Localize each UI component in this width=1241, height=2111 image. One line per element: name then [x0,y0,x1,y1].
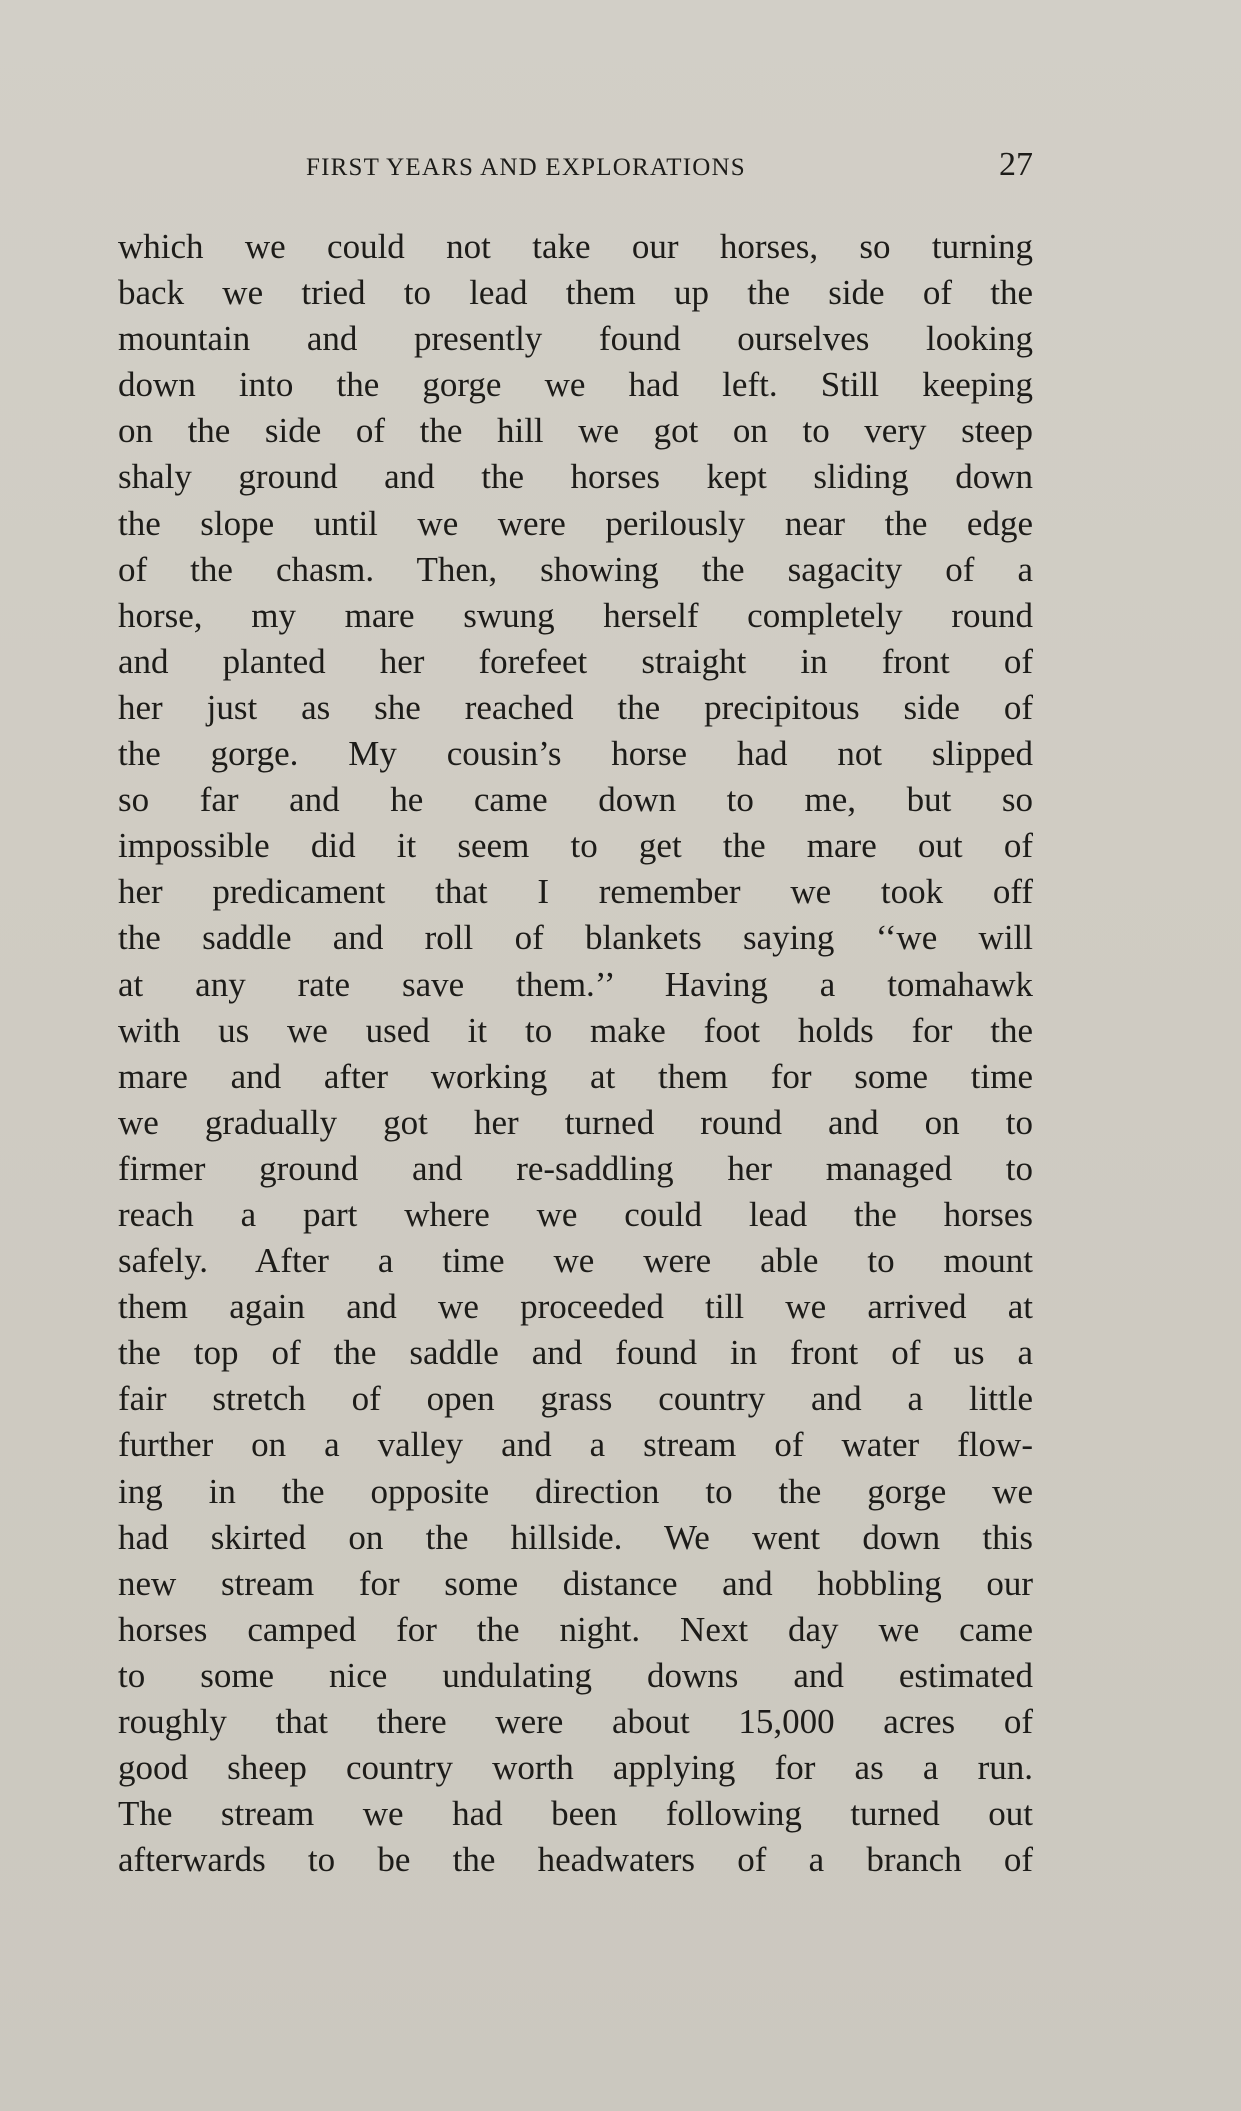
running-title: FIRST YEARS AND EXPLORATIONS [306,154,746,181]
text-line: back we tried to lead them up the side of the [118,273,1033,313]
text-line: mare and after working at them for some time [118,1056,1033,1096]
text-line: at any rate save them.’’ Having a tomahawk [118,964,1033,1004]
text-line: firmer ground and re-saddling her managed to [118,1148,1033,1188]
text-line: them again and we proceeded till we arrived at [118,1287,1033,1327]
text-line: down into the gorge we had left. Still keeping [118,365,1033,405]
text-line: the slope until we were perilously near the edge [118,503,1033,543]
page-number: 27 [999,146,1033,183]
text-line: her just as she reached the precipitous side of [118,687,1033,727]
text-line: ing in the opposite direction to the gorge we [118,1471,1033,1511]
body-text [118,224,1033,1883]
text-line: and planted her forefeet straight in front of [118,641,1033,681]
text-line: the saddle and roll of blankets saying ‘‘we will [118,918,1033,958]
text-line: on the side of the hill we got on to very steep [118,411,1033,451]
text-line: had skirted on the hillside. We went down this [118,1517,1033,1557]
text-line: which we could not take our horses, so turning [118,227,1033,266]
text-line: so far and he came down to me, but so [118,780,1033,820]
text-line: afterwards to be the headwaters of a branch of [118,1840,1033,1880]
text-line: the top of the saddle and found in front of us a [118,1333,1033,1373]
text-line: safely. After a time we were able to mount [118,1241,1033,1281]
text-line: to some nice undulating downs and estimated [118,1655,1033,1695]
text-line: her predicament that I remember we took off [118,872,1033,912]
text-line: good sheep country worth applying for as a run. [118,1748,1033,1788]
text-line: mountain and presently found ourselves looking [118,319,1033,359]
text-line: new stream for some distance and hobbling our [118,1563,1033,1603]
text-line: roughly that there were about 15,000 acres of [118,1702,1033,1741]
text-line: impossible did it seem to get the mare out of [118,826,1033,866]
text-line: reach a part where we could lead the horses [118,1194,1033,1234]
text-line: The stream we had been following turned out [118,1794,1033,1834]
text-line: further on a valley and a stream of water flow- [118,1425,1033,1465]
text-line: horses camped for the night. Next day we came [118,1609,1033,1649]
text-line: horse, my mare swung herself completely round [118,595,1033,635]
text-line: fair stretch of open grass country and a little [118,1379,1033,1419]
text-line: of the chasm. Then, showing the sagacity of a [118,549,1033,589]
text-line: the gorge. My cousin’s horse had not slipped [118,734,1033,774]
text-line: shaly ground and the horses kept sliding down [118,457,1033,497]
running-header [118,146,1033,186]
text-line: we gradually got her turned round and on to [118,1102,1033,1142]
text-line: with us we used it to make foot holds for the [118,1010,1033,1050]
